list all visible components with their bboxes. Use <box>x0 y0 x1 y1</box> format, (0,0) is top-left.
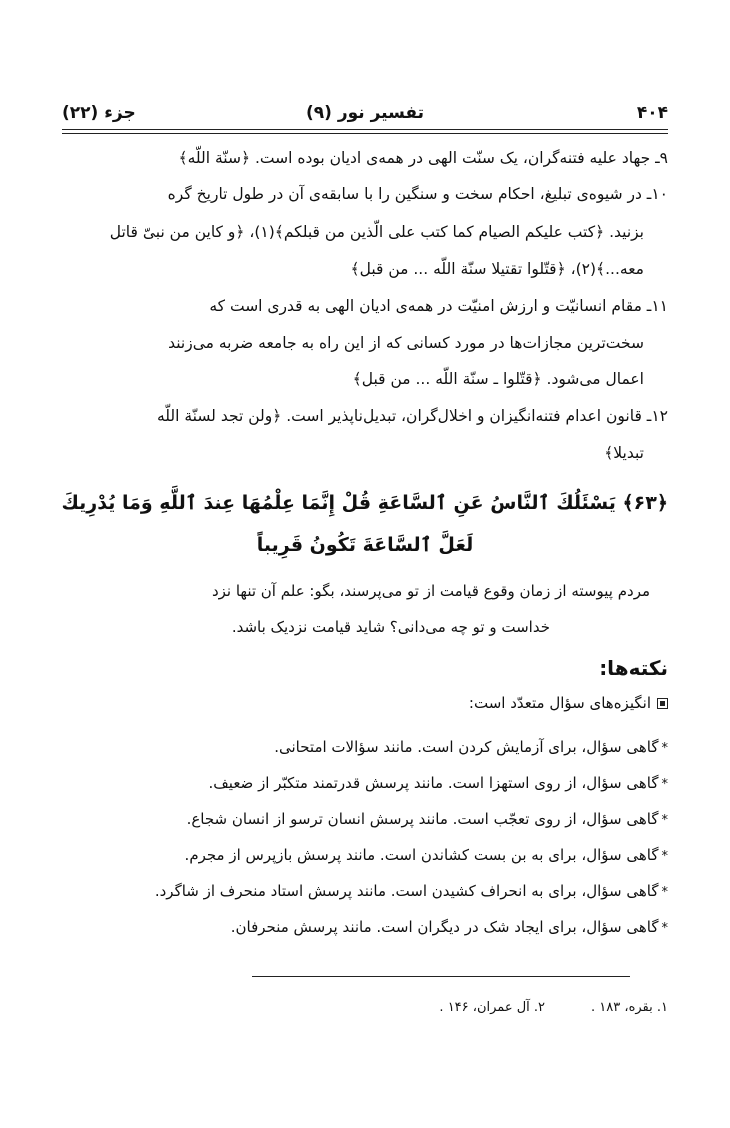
text-line: معه...﴾(۲)، ﴿قتّلوا تقتیلا سنّة اللّه ... من قبل﴾ <box>350 260 644 278</box>
text-line: سخت‌ترین مجازات‌ها در مورد کسانی که از این راه به جامعه ضربه می‌زنند <box>168 334 644 352</box>
text-line: ۹ـ جهاد علیه فتنه‌گران، یک سنّت الهی در همه‌ی ادیان بوده است. ﴿سنّة اللّه﴾ <box>178 149 668 167</box>
notes-heading: نکته‌ها: <box>599 656 668 680</box>
list-item: *گاهی سؤال، از روی استهزا است. مانند پرسش قدرتمند متکبّر از ضعیف. <box>208 774 668 792</box>
square-bullet-icon <box>657 698 668 709</box>
text-line: تبدیلا﴾ <box>604 444 644 462</box>
page-number: ۴۰۴ <box>636 103 668 123</box>
header-rule <box>62 129 668 130</box>
text-line: ۱۰ـ در شیوه‌ی تبلیغ، احکام سخت و سنگین را با سابقه‌ی آن در طول تاریخ گره <box>167 185 668 203</box>
star-bullet-icon: * <box>661 777 668 792</box>
subheading-text: انگیزه‌های سؤال متعدّد است: <box>468 694 651 712</box>
verse-translation: خداست و تو چه می‌دانی؟ شاید قیامت نزدیک باشد. <box>231 618 550 636</box>
star-bullet-icon: * <box>661 921 668 936</box>
verse-translation: مردم پیوسته از زمان وقوع قیامت از تو می‌پرسند، بگو: علم آن تنها نزد <box>211 582 650 600</box>
book-title: تفسیر نور (۹) <box>305 103 425 123</box>
quran-verse-line: لَعَلَّ ٱلسَّاعَةَ تَكُونُ قَرِيباً <box>256 534 474 556</box>
footnote: ۱. بقره، ۱۸۳ . <box>591 1000 668 1015</box>
star-bullet-icon: * <box>661 885 668 900</box>
footnote-rule <box>252 976 630 977</box>
list-item: *گاهی سؤال، از روی تعجّب است. مانند پرسش انسان ترسو از انسان شجاع. <box>186 810 668 828</box>
notes-subheading <box>469 694 668 712</box>
list-item: *گاهی سؤال، برای آزمایش کردن است. مانند سؤالات امتحانی. <box>274 738 668 756</box>
text-line: ۱۲ـ قانون اعدام فتنه‌انگیزان و اخلال‌گران، تبدیل‌ناپذیر است. ﴿ولن تجد لسنّة اللّه <box>156 407 668 425</box>
text-line: بزنید. ﴿کتب علیکم الصیام کما کتب علی الّذین من قبلکم﴾(۱)، ﴿و کاین من نبیّ قاتل <box>109 223 644 241</box>
star-bullet-icon: * <box>661 813 668 828</box>
footnotes <box>439 1000 668 1015</box>
star-bullet-icon: * <box>661 741 668 756</box>
footnote: ۲. آل عمران، ۱۴۶ . <box>439 1000 546 1015</box>
header-rule-thin <box>62 133 668 134</box>
star-bullet-icon: * <box>661 849 668 864</box>
list-item: *گاهی سؤال، برای به انحراف کشیدن است. مانند پرسش استاد منحرف از شاگرد. <box>154 882 668 900</box>
list-item: *گاهی سؤال، برای به بن بست کشاندن است. مانند پرسش بازپرس از مجرم. <box>184 846 668 864</box>
part-label: جزء (۲۲) <box>62 103 136 123</box>
page-header <box>62 98 668 128</box>
list-item: *گاهی سؤال، برای ایجاد شک در دیگران است. مانند پرسش منحرفان. <box>230 918 668 936</box>
text-line: ۱۱ـ مقام انسانیّت و ارزش امنیّت در همه‌ی ادیان الهی به قدری است که <box>209 297 668 315</box>
text-line: اعمال می‌شود. ﴿قتّلوا ـ سنّة اللّه ... من قبل﴾ <box>352 370 644 388</box>
quran-verse-line: ﴿۶۳﴾ یَسْئَلُكَ ٱلنَّاسُ عَنِ ٱلسَّاعَةِ قُلْ إِنَّمَا عِلْمُهَا عِندَ ٱللَّهِ وَمَا يُدْرِيكَ <box>61 492 668 514</box>
